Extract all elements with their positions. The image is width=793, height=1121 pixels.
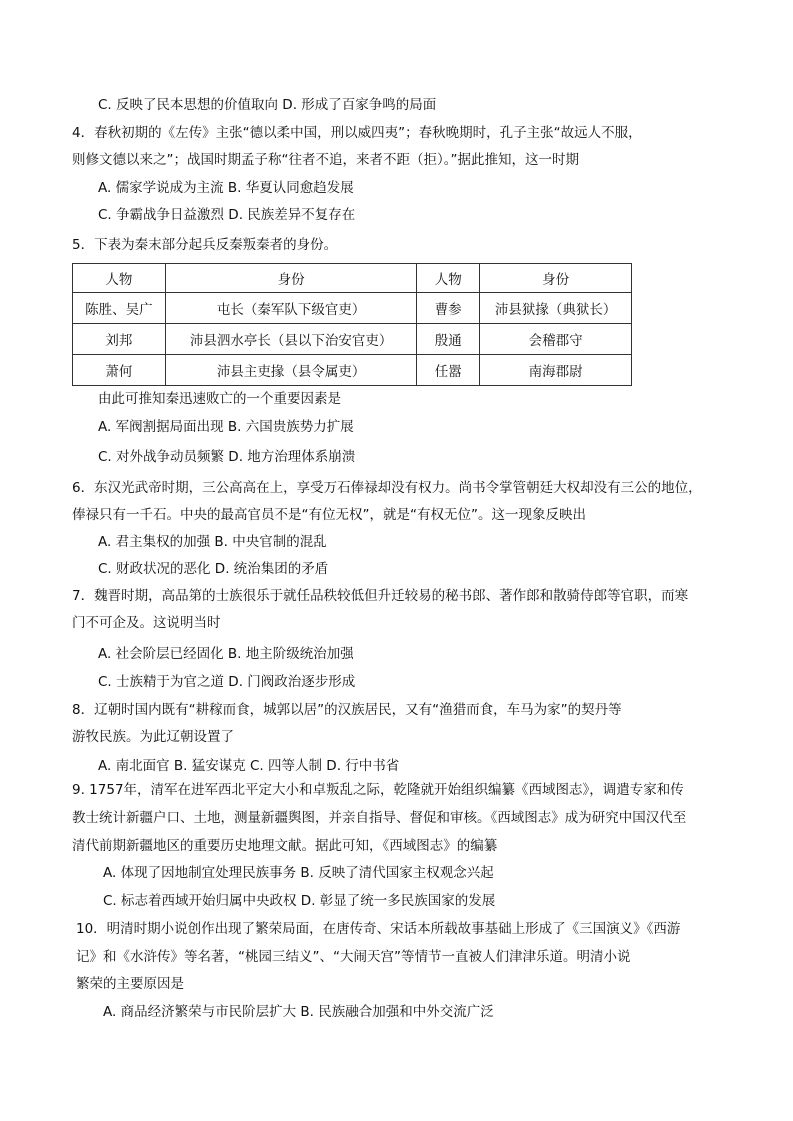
q10-options-ab: A. 商品经济繁荣与市民阶层扩大 B. 民族融合加强和中外交流广泛 — [103, 1004, 494, 1020]
q7-stem-2: 门不可企及。这说明当时 — [72, 615, 221, 631]
q10-stem-3: 繁荣的主要原因是 — [76, 976, 184, 992]
table-cell: 曹参 — [417, 293, 480, 324]
q9-stem-1: 9. 1757年，清军在进军西北平定大小和卓叛乱之际，乾隆就开始组织编纂《西域图志》，调遣专家和传 — [72, 782, 684, 798]
q7-options-cd: C. 士族精于为官之道 D. 门阀政治逐步形成 — [98, 674, 356, 690]
q6-options-cd: C. 财政状况的恶化 D. 统治集团的矛盾 — [98, 561, 329, 577]
table-cell: 沛县主吏掾（县令属吏） — [165, 355, 417, 386]
q7-stem-1: 7．魏晋时期，高品第的士族很乐于就任品秩较低但升迁较易的秘书郎、著作郎和散骑侍郎等官职，而寒 — [72, 588, 689, 604]
q4-options-ab: A. 儒家学说成为主流 B. 华夏认同愈趋发展 — [98, 180, 354, 196]
q9-stem-2: 教士统计新疆户口、土地，测量新疆舆图，并亲自指导、督促和审核。《西域图志》成为研究中国汉代至 — [72, 810, 687, 826]
q4-stem-2: 则修文德以来之”；战国时期孟子称“往者不追，来者不距（拒）。”据此推知，这一时期 — [72, 152, 579, 168]
q9-stem-3: 清代前期新疆地区的重要历史地理文献。据此可知，《西域图志》的编纂 — [72, 838, 498, 854]
q9-options-ab: A. 体现了因地制宜处理民族事务 B. 反映了清代国家主权观念兴起 — [103, 865, 494, 881]
q6-stem-2: 俸禄只有一千石。中央的最高官员不是“有位无权”，就是“有权无位”。这一现象反映出 — [72, 507, 586, 523]
q8-stem-1: 8．辽朝时国内既有“耕稼而食，城郭以居”的汉族居民，又有“渔猎而食，车马为家”的契丹等 — [72, 702, 622, 718]
q6-stem-1: 6．东汉光武帝时期，三公高高在上，享受万石俸禄却没有权力。尚书令掌管朝廷大权却没有三公的地位， — [72, 480, 702, 496]
q9-options-cd: C. 标志着西域开始归属中央政权 D. 彰显了统一多民族国家的发展 — [103, 893, 496, 909]
q5-conclusion: 由此可推知秦迅速败亡的一个重要因素是 — [98, 391, 341, 407]
table-cell: 陈胜、吴广 — [73, 293, 166, 324]
q4-options-cd: C. 争霸战争日益激烈 D. 民族差异不复存在 — [98, 207, 356, 223]
table-header-cell: 人物 — [73, 264, 166, 293]
q7-options-ab: A. 社会阶层已经固化 B. 地主阶级统治加强 — [98, 646, 354, 662]
q3-options-cd: C. 反映了民本思想的价值取向 D. 形成了百家争鸣的局面 — [98, 97, 437, 113]
q8-options: A. 南北面官 B. 猛安谋克 C. 四等人制 D. 行中书省 — [98, 758, 400, 774]
table-row — [73, 355, 632, 386]
q5-table — [72, 263, 632, 386]
q5-options-ab: A. 军阀割据局面出现 B. 六国贵族势力扩展 — [98, 419, 354, 435]
table-cell: 沛县狱掾（典狱长） — [480, 293, 632, 324]
table-cell: 任嚣 — [417, 355, 480, 386]
table-cell: 萧何 — [73, 355, 166, 386]
table-header-cell: 身份 — [165, 264, 417, 293]
table-row — [73, 293, 632, 324]
table-cell: 沛县泗水亭长（县以下治安官吏） — [165, 324, 417, 355]
table-header-cell: 身份 — [480, 264, 632, 293]
table-cell: 会稽郡守 — [480, 324, 632, 355]
q6-options-ab: A. 君主集权的加强 B. 中央官制的混乱 — [98, 534, 327, 550]
q8-stem-2: 游牧民族。为此辽朝设置了 — [72, 729, 234, 745]
table-row — [73, 324, 632, 355]
table-header-cell: 人物 — [417, 264, 480, 293]
table-cell: 屯长（秦军队下级官吏） — [165, 293, 417, 324]
q10-stem-2: 记》和《水浒传》等名著，“桃园三结义”、“大闹天宫”等情节一直被人们津津乐道。明清小说 — [76, 949, 631, 965]
table-header-row — [73, 264, 632, 293]
table-cell: 刘邦 — [73, 324, 166, 355]
q5-options-cd: C. 对外战争动员频繁 D. 地方治理体系崩溃 — [98, 449, 356, 465]
table-cell: 殷通 — [417, 324, 480, 355]
q10-stem-1: 10．明清时期小说创作出现了繁荣局面，在唐传奇、宋话本所载故事基础上形成了《三国演义》《西游 — [76, 921, 681, 937]
q5-stem: 5．下表为秦末部分起兵反秦叛秦者的身份。 — [72, 237, 338, 253]
table-cell: 南海郡尉 — [480, 355, 632, 386]
q4-stem-1: 4．春秋初期的《左传》主张“德以柔中国，刑以威四夷”；春秋晚期时，孔子主张“故远人不服， — [72, 125, 642, 141]
